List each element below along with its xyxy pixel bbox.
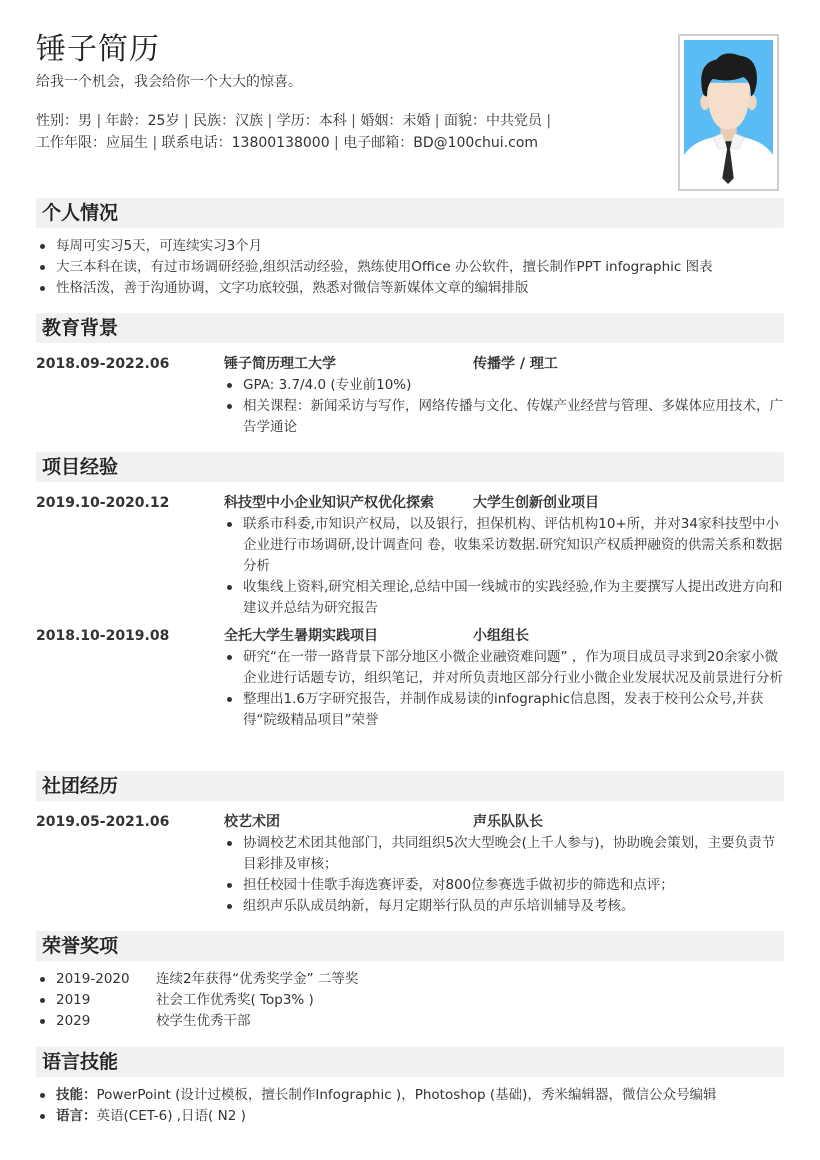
skill-item: [36, 1085, 784, 1106]
project-entry: [36, 625, 784, 731]
honor-item: [36, 990, 784, 1011]
entry-date: 2019.10-2020.12: [36, 495, 170, 511]
section-title-personal: 个人情况: [36, 198, 784, 228]
education-bullets: [224, 375, 784, 438]
honor-text: 连续2年获得“优秀奖学金” 二等奖: [156, 971, 359, 987]
section-projects: [36, 452, 784, 731]
honor-text: 社会工作优秀奖( Top3% ): [156, 992, 314, 1008]
entry-school: 锤子简历理工大学: [224, 356, 336, 372]
info-gender: 性别：男 |: [36, 113, 106, 129]
club-bullet: 协调校艺术团其他部门，共同组织5次大型晚会(上千人参与)，协助晚会策划，主要负责节目彩排及审核；: [224, 833, 784, 875]
skill-text: 英语(CET-6) ,日语( N2 ): [96, 1108, 246, 1124]
skill-item: [36, 1106, 784, 1127]
entry-date: 2018.09-2022.06: [36, 356, 170, 372]
entry-date: 2018.10-2019.08: [36, 628, 170, 644]
personal-item: 大三本科在读，有过市场调研经验,组织活动经验，熟练使用Office 办公软件，擅长制作PPT infographic 图表: [36, 257, 784, 278]
section-personal: [36, 198, 784, 299]
entry-head: [36, 811, 784, 833]
section-education: [36, 313, 784, 438]
skill-key: 语言：: [56, 1108, 97, 1124]
section-honors: [36, 931, 784, 1032]
entry-club-name: 校艺术团: [224, 814, 280, 830]
resume-header: [36, 30, 636, 154]
education-entry: [36, 353, 784, 438]
info-row-2: [36, 132, 636, 154]
skill-text: PowerPoint (设计过模板，擅长制作Infographic )，Photoshop (基础)，秀米编辑器，微信公众号编辑: [96, 1087, 717, 1103]
info-ethnicity: 民族：汉族 |: [193, 113, 277, 129]
project-entry: [36, 492, 784, 619]
project-bullet: 收集线上资料,研究相关理论,总结中国一线城市的实践经验,作为主要撰写人提出改进方向和建议并总结为研究报告: [224, 577, 784, 619]
basic-info: [36, 110, 636, 154]
personal-item: 每周可实习5天，可连续实习3个月: [36, 236, 784, 257]
club-entry: [36, 811, 784, 917]
section-title-projects: 项目经验: [36, 452, 784, 482]
honor-item: [36, 1011, 784, 1032]
skill-key: 技能：: [56, 1087, 97, 1103]
candidate-name: 锤子简历: [36, 32, 160, 67]
entry-project-name: 科技型中小企业知识产权优化探索: [224, 495, 434, 511]
entry-project-role: 小组组长: [473, 628, 529, 644]
club-bullets: [224, 833, 784, 917]
slogan: 给我一个机会，我会给你一个大大的惊喜。: [36, 74, 302, 90]
education-bullet: 相关课程：新闻采访与写作，网络传播与文化、传媒产业经营与管理、多媒体应用技术，广告学通论: [224, 396, 784, 438]
section-skills: [36, 1047, 784, 1127]
personal-list: [36, 236, 784, 299]
entry-head: [36, 353, 784, 375]
section-title-skills: 语言技能: [36, 1047, 784, 1077]
info-experience: 工作年限：应届生 |: [36, 135, 162, 151]
project-bullet: 整理出1.6万字研究报告，并制作成易读的infographic信息图，发表于校刊公众号,并获得“院级精品项目”荣誉: [224, 689, 784, 731]
personal-item: 性格活泼，善于沟通协调，文字功底较强，熟悉对微信等新媒体文章的编辑排版: [36, 278, 784, 299]
section-title-clubs: 社团经历: [36, 771, 784, 801]
club-bullet: 组织声乐队成员纳新，每月定期举行队员的声乐培训辅导及考核。: [224, 896, 784, 917]
entry-club-role: 声乐队队长: [473, 814, 543, 830]
project-bullets: [224, 647, 784, 731]
section-title-education: 教育背景: [36, 313, 784, 343]
info-age: 年龄：25岁 |: [106, 113, 193, 129]
project-bullet: 研究“在一带一路背景下部分地区小微企业融资难问题” ，作为项目成员寻求到20余家小微企业进行话题专访，组织笔记，并对所负责地区部分行业小微企业发展状况及前景进行分析: [224, 647, 784, 689]
entry-date: 2019.05-2021.06: [36, 814, 170, 830]
section-title-honors: 荣誉奖项: [36, 931, 784, 961]
entry-major: 传播学 / 理工: [473, 356, 558, 372]
entry-head: [36, 625, 784, 647]
project-bullets: [224, 514, 784, 619]
avatar-illustration: [684, 40, 773, 185]
honor-year: 2019: [56, 992, 91, 1008]
profile-photo: [678, 34, 779, 191]
section-clubs: [36, 771, 784, 917]
project-bullet: 联系市科委,市知识产权局，以及银行，担保机构、评估机构10+所，并对34家科技型中小企业进行市场调研,设计调查问 卷，收集采访数据.研究知识产权质押融资的供需关系和数据分析: [224, 514, 784, 577]
club-bullet: 担任校园十佳歌手海选赛评委，对800位参赛选手做初步的筛选和点评；: [224, 875, 784, 896]
skills-list: [36, 1085, 784, 1127]
entry-project-name: 全托大学生暑期实践项目: [224, 628, 378, 644]
entry-project-type: 大学生创新创业项目: [473, 495, 599, 511]
honor-year: 2029: [56, 1013, 91, 1029]
info-political: 面貌：中共党员 |: [444, 113, 551, 129]
education-bullet: GPA: 3.7/4.0 (专业前10%): [224, 375, 784, 396]
honor-year: 2019-2020: [56, 971, 130, 987]
honor-item: [36, 969, 784, 990]
info-phone: 联系电话：13800138000 |: [162, 135, 344, 151]
honors-list: [36, 969, 784, 1032]
honor-text: 校学生优秀干部: [156, 1013, 251, 1029]
entry-head: [36, 492, 784, 514]
info-marital: 婚姻：未婚 |: [360, 113, 444, 129]
info-email: 电子邮箱：BD@100chui.com: [343, 135, 539, 151]
info-education: 学历：本科 |: [277, 113, 361, 129]
info-row-1: [36, 110, 636, 132]
